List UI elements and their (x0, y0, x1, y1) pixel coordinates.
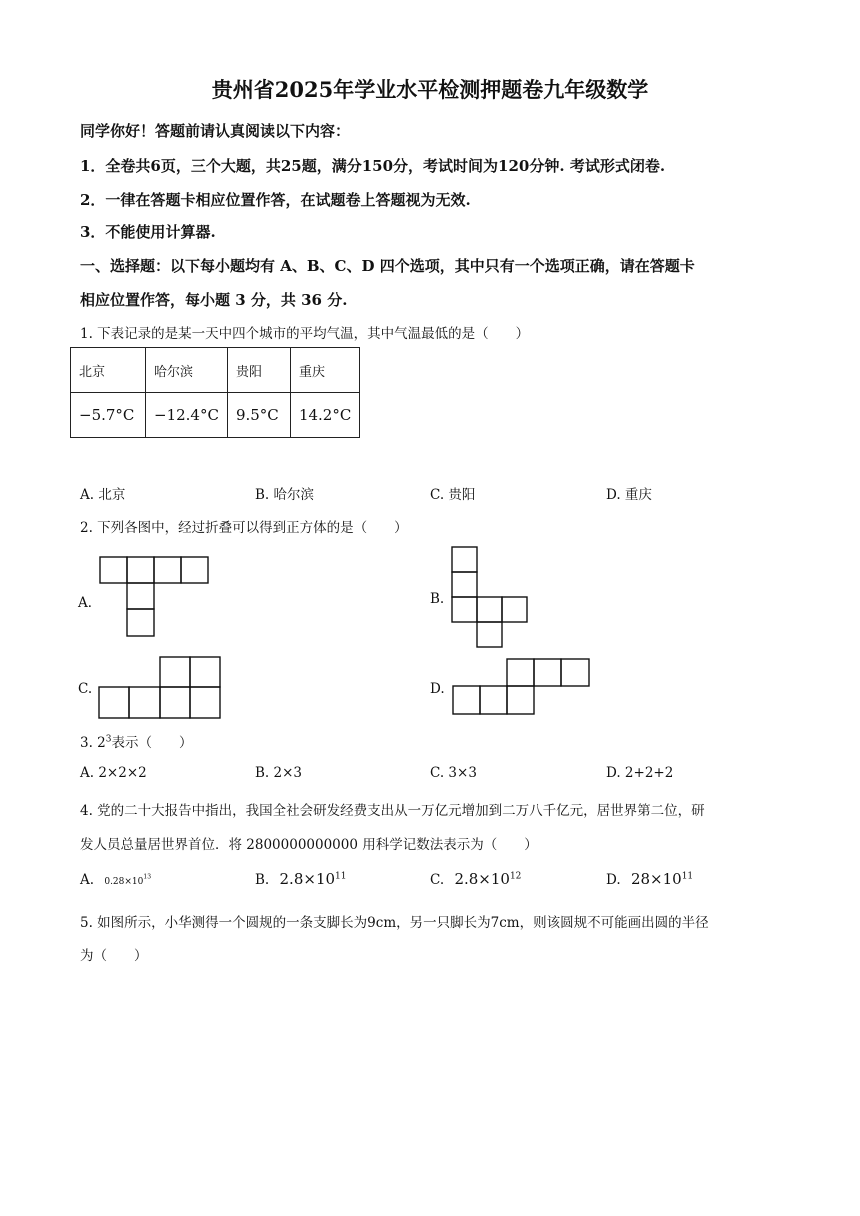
q4-option-a (80, 872, 151, 888)
q3-option-d: D. 2+2+2 (606, 765, 674, 781)
q3-option-a: A. 2×2×2 (80, 765, 147, 781)
table-cell-temp: 9.5°C (227, 393, 290, 438)
q1-stem: 1. 下表记录的是某一天中四个城市的平均气温，其中气温最低的是（ ） (80, 326, 530, 342)
table-cell-temp: 14.2°C (290, 393, 359, 438)
q4-option-b-label: B. (255, 872, 270, 888)
temperature-table (70, 347, 360, 438)
cube-net-c (99, 657, 223, 721)
table-cell-city: 贵阳 (227, 348, 290, 393)
q4-option-d-exp: 11 (681, 871, 694, 882)
q1-option-b: B. 哈尔滨 (255, 487, 315, 503)
q2-stem: 2. 下列各图中，经过折叠可以得到正方体的是（ ） (80, 520, 408, 536)
q4-option-a-label: A. (80, 872, 95, 888)
q4-option-b-exp: 11 (335, 871, 347, 882)
page-title: 贵州省2025年学业水平检测押题卷九年级数学 (211, 77, 649, 102)
q4-stem-line1: 4. 党的二十大报告中指出，我国全社会研发经费支出从一万亿元增加到二万八千亿元，居世界第二位，研 (80, 803, 705, 819)
rule-3: 3．不能使用计算器. (80, 223, 216, 241)
table-cell-temp: −5.7°C (71, 393, 146, 438)
q4-option-c-base: 2.8×10 (454, 870, 510, 888)
q4-option-c (430, 870, 521, 888)
cube-net-a (100, 557, 210, 639)
q4-option-c-exp: 12 (509, 871, 522, 882)
cube-net-b (452, 547, 532, 649)
q1-option-c: C. 贵阳 (430, 487, 476, 503)
table-cell-city: 北京 (71, 348, 146, 393)
q3-exponent: 3 (105, 734, 112, 745)
q3-stem (80, 731, 193, 751)
q3-option-c: C. 3×3 (430, 765, 477, 781)
cube-net-d (453, 659, 593, 717)
table-cell-city: 重庆 (290, 348, 359, 393)
q3-stem-rest: 表示（ ） (111, 735, 193, 751)
section1-heading-cont: 相应位置作答，每小题 3 分，共 36 分. (80, 291, 348, 309)
table-cell-temp: −12.4°C (146, 393, 228, 438)
q1-option-d: D. 重庆 (606, 487, 652, 503)
q4-option-d-base: 28×10 (630, 870, 682, 888)
q4-option-a-exp: 13 (143, 873, 152, 881)
q4-option-d-label: D. (606, 872, 621, 888)
q4-option-b (255, 870, 346, 888)
q4-option-b-base: 2.8×10 (279, 870, 336, 888)
q4-stem-line2: 发人员总量居世界首位．将 2800000000000 用科学记数法表示为（ ） (80, 837, 538, 853)
q1-option-a: A. 北京 (80, 487, 126, 503)
q5-stem-line1: 5. 如图所示，小华测得一个圆规的一条支脚长为9cm，另一只脚长为7cm，则该圆规不可能画出圆的半径 (80, 915, 709, 931)
q4-option-a-base: 0.28×10 (104, 877, 144, 887)
intro-text: 同学你好！答题前请认真阅读以下内容： (80, 122, 351, 140)
rule-1: 1．全卷共6页，三个大题，共25题，满分150分，考试时间为120分钟. 考试形式闭卷. (80, 157, 666, 175)
section1-heading: 一、选择题：以下每小题均有 A、B、C、D 四个选项，其中只有一个选项正确，请在答题卡 (80, 257, 695, 275)
table-cell-city: 哈尔滨 (146, 348, 228, 393)
q2-label-a: A． (78, 595, 102, 611)
q5-stem-line2: 为（ ） (80, 948, 148, 964)
q3-option-b: B. 2×3 (255, 765, 302, 781)
q2-label-b: B. (430, 591, 445, 607)
q2-label-c: C. (78, 681, 93, 697)
q4-option-c-label: C. (430, 872, 445, 888)
q4-option-d (606, 870, 693, 888)
q2-label-d: D. (430, 681, 445, 697)
q3-base: 3. 2 (80, 735, 106, 751)
rule-2: 2．一律在答题卡相应位置作答，在试题卷上答题视为无效. (80, 191, 471, 209)
